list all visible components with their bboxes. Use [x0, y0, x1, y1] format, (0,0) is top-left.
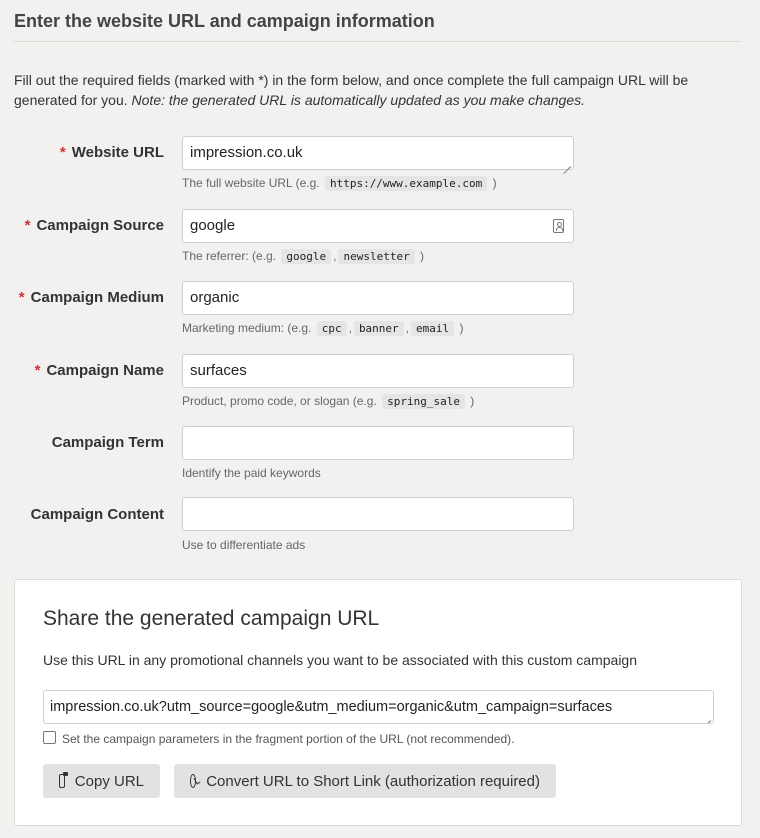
help-suffix: ) — [416, 249, 425, 263]
campaign-medium-label — [19, 289, 164, 306]
copy-url-label: Copy URL — [74, 772, 144, 790]
required-marker: * — [18, 289, 25, 306]
campaign-source-label-text: Campaign Source — [36, 217, 164, 234]
website-url-label — [60, 144, 164, 161]
help-suffix: ) — [456, 321, 464, 335]
help-example-code: newsletter — [338, 249, 414, 264]
page-title: Enter the website URL and campaign information — [14, 11, 435, 31]
short-link-label: Convert URL to Short Link (authorization required) — [206, 772, 540, 790]
clipboard-icon — [59, 774, 65, 788]
campaign-name-label-text: Campaign Name — [46, 362, 164, 379]
resize-handle-icon[interactable] — [563, 159, 571, 167]
contact-card-icon[interactable] — [553, 219, 564, 233]
campaign-medium-value: organic — [190, 289, 240, 306]
intro-note: Note: the generated URL is automatically updated as you make changes. — [131, 92, 585, 108]
campaign-content-help: Use to differentiate ads — [182, 538, 306, 552]
short-link-button[interactable] — [174, 764, 556, 798]
website-url-value: impression.co.uk — [190, 144, 303, 161]
fragment-checkbox-label[interactable]: Set the campaign parameters in the fragment portion of the URL (not recommended). — [62, 732, 515, 746]
campaign-source-input[interactable] — [182, 209, 574, 243]
campaign-name-value: surfaces — [190, 362, 247, 379]
help-prefix: The referrer: (e.g. — [182, 249, 280, 263]
required-marker: * — [34, 362, 41, 379]
campaign-source-label — [25, 217, 164, 234]
help-suffix: ) — [489, 176, 497, 190]
campaign-name-label — [35, 362, 164, 379]
share-panel — [14, 579, 742, 826]
copy-url-button[interactable] — [43, 764, 160, 798]
website-url-label-text: Website URL — [71, 144, 164, 161]
help-prefix: Product, promo code, or slogan (e.g. — [182, 394, 381, 408]
campaign-medium-help: Marketing medium: (e.g. cpc , banner , email ) — [182, 321, 464, 335]
campaign-term-input[interactable] — [182, 426, 574, 460]
share-title: Share the generated campaign URL — [43, 607, 380, 630]
share-description: Use this URL in any promotional channels you want to be associated with this custom campaign — [43, 652, 638, 668]
help-example-code: cpc — [317, 321, 347, 336]
campaign-content-input[interactable] — [182, 497, 574, 531]
campaign-term-help: Identify the paid keywords — [182, 466, 321, 480]
website-url-help — [182, 176, 497, 191]
help-example-code: spring_sale — [382, 394, 465, 409]
intro-main: Fill out the required fields (marked with *) in the form below, and once complete the full campaign URL will be generated for you. — [14, 72, 689, 108]
campaign-term-label: Campaign Term — [51, 434, 164, 451]
required-marker: * — [24, 217, 31, 234]
help-example-code: google — [281, 249, 331, 264]
campaign-medium-input[interactable] — [182, 281, 574, 315]
help-example-code: https://www.example.com — [325, 176, 487, 191]
resize-handle-icon[interactable] — [703, 713, 711, 721]
campaign-name-help — [182, 394, 474, 409]
help-example-code: email — [411, 321, 454, 336]
campaign-name-input[interactable] — [182, 354, 574, 388]
website-url-input[interactable] — [182, 136, 574, 170]
help-suffix: ) — [466, 394, 475, 408]
intro-text — [14, 70, 740, 110]
short-link-icon — [190, 774, 196, 788]
generated-url-field[interactable] — [43, 690, 714, 724]
campaign-content-label: Campaign Content — [30, 506, 164, 523]
generated-url-value: impression.co.uk?utm_source=google&utm_medium=organic&utm_campaign=surfaces — [50, 699, 613, 715]
campaign-medium-label-text: Campaign Medium — [30, 289, 164, 306]
help-example-code: banner — [354, 321, 404, 336]
campaign-source-help: The referrer: (e.g. google , newsletter ) — [182, 249, 425, 263]
fragment-checkbox[interactable] — [43, 731, 56, 744]
title-divider — [14, 41, 742, 42]
help-prefix: Marketing medium: (e.g. — [182, 321, 315, 335]
help-prefix: The full website URL (e.g. — [182, 176, 323, 190]
campaign-source-value: google — [190, 217, 236, 234]
required-marker: * — [59, 144, 66, 161]
